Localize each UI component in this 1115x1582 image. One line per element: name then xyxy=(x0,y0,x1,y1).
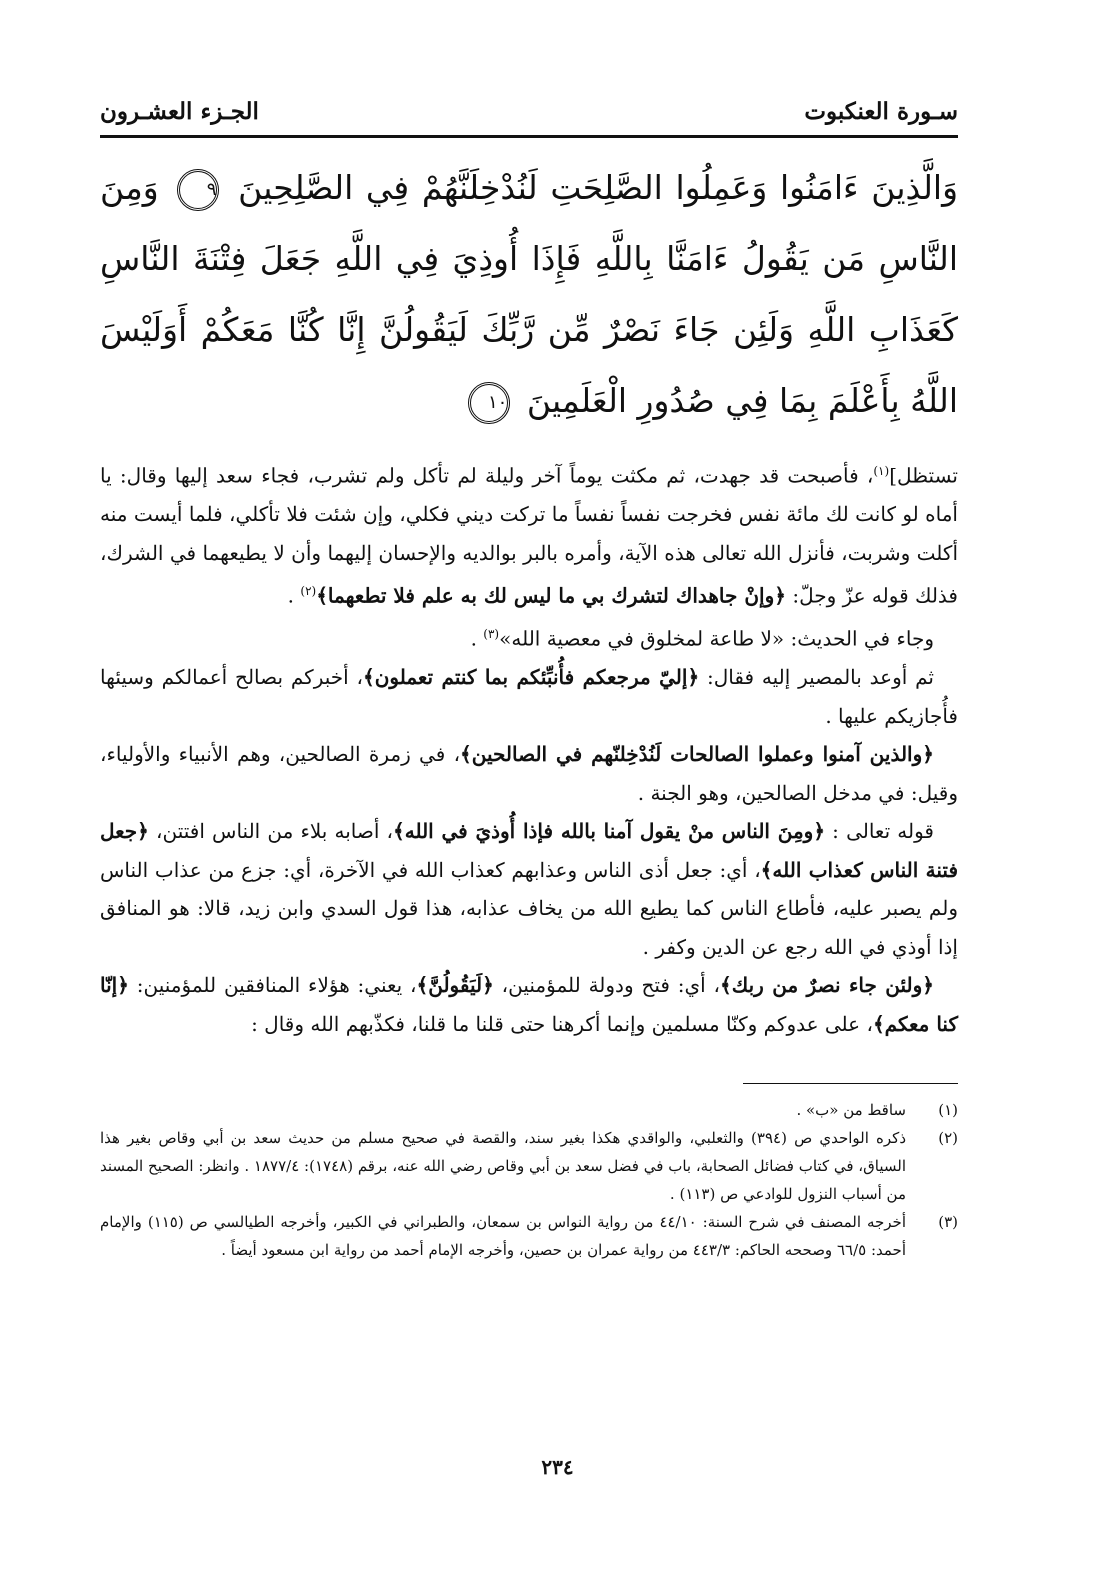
footnote xyxy=(100,1124,958,1208)
paragraph-2 xyxy=(100,615,958,658)
text: ، أي: جعل أذى الناس وعذابهم كعذاب الله في الآخرة، أي: جزع من عذاب الناس ولم يصبر عليه، فأطاع الناس كما يطيع الله من يخاف عذابه، هذا قول السدي وابن زيد، قالا: هو المنافق إذا أوذي في الله رجع عن الدين وكفر . xyxy=(100,857,958,959)
verse-10-text: وَمِنَ النَّاسِ مَن يَقُولُ ءَامَنَّا بِاللَّهِ فَإِذَا أُوذِيَ فِي اللَّهِ جَعَلَ فِتْنَةَ النَّاسِ كَعَذَابِ اللَّهِ وَلَئِن جَاءَ نَصْرٌ مِّن رَّبِّكَ لَيَقُولُنَّ إِنَّا كُنَّا مَعَكُمْ أَوَلَيْسَ اللَّهُ بِأَعْلَمَ بِمَا فِي صُدُورِ الْعَلَمِينَ xyxy=(100,168,958,420)
quote: ﴿وإنْ جاهداك لتشرك بي ما ليس لك به علم فلا تطعهما﴾ xyxy=(316,583,786,608)
surah-title: سـورة العنكبوت xyxy=(804,98,958,125)
footnote xyxy=(100,1096,958,1124)
quote: ﴿إنّا كنا معكم﴾ xyxy=(100,973,958,1036)
footnote-text: ذكره الواحدي ص (٣٩٤) والثعلبي، والواقدي هكذا بغير سند، والقصة في صحيح مسلم من حديث سعد بن أبي وقاص بغير هذا السياق، في كتاب فضائل الصحابة، باب في فضل سعد بن أبي وقاص رضي الله عنه، برقم (١٧٤٨): ١٨٧٧/٤ . وانظر: الصحيح المسند من أسباب النزول للوادعي ص (١١٣) . xyxy=(100,1129,906,1204)
paragraph-4 xyxy=(100,735,958,812)
footnotes xyxy=(100,1096,958,1264)
ayah-marker-9: ٩ xyxy=(177,169,219,211)
page-number: ٢٣٤ xyxy=(541,1455,574,1479)
quote: ﴿ولئن جاء نصرٌ من ربك﴾ xyxy=(720,973,935,998)
footnote-ref-2: (٢) xyxy=(300,584,317,599)
footnote-ref-3: (٣) xyxy=(483,627,500,642)
footnote-number: (١) xyxy=(938,1101,958,1120)
commentary xyxy=(100,452,958,1043)
footnote-text: أخرجه المصنف في شرح السنة: ٤٤/١٠ من رواية النواس بن سمعان، والطبراني في الكبير، وأخرجه الطيالسي ص (١١٥) والإمام أحمد: ٦٦/٥ وصححه الحاكم: ٤٤٣/٣ من رواية عمران بن حصين، وأخرجه الإمام أحمد من رواية ابن مسعود أيضاً . xyxy=(100,1213,906,1260)
text: ، أصابه بلاء من الناس افتتن، xyxy=(148,819,394,844)
footnote xyxy=(100,1208,958,1264)
text: وجاء في الحديث: «لا طاعة لمخلوق في معصية الله» xyxy=(499,626,934,651)
text: ثم أوعد بالمصير إليه فقال: xyxy=(699,665,934,690)
text: ، في زمرة الصالحين، وهم الأنبياء والأولياء، وقيل: في مدخل الصالحين، وهو الجنة . xyxy=(100,742,958,805)
running-header xyxy=(100,85,958,125)
text: . xyxy=(470,626,484,651)
quote: ﴿والذين آمنوا وعملوا الصالحات لَنُدْخِلنّهم في الصالحين﴾ xyxy=(460,742,934,767)
footnote-number: (٢) xyxy=(938,1129,958,1148)
paragraph-3 xyxy=(100,658,958,735)
quote: ﴿جعل فتنة الناس كعذاب الله﴾ xyxy=(100,819,958,882)
footnote-text: ساقط من «ب» . xyxy=(796,1101,906,1120)
part-title: الجـزء العشـرون xyxy=(100,98,259,125)
verse-9-text: وَالَّذِينَ ءَامَنُوا وَعَمِلُوا الصَّلِحَتِ لَنُدْخِلَنَّهُمْ فِي الصَّلِحِينَ xyxy=(238,168,959,207)
text: ، أخبركم بصالح أعمالكم وسيئها فأُجازيكم عليها . xyxy=(100,665,958,728)
quran-verses xyxy=(100,152,958,436)
quote: ﴿لَيَقُولُنَّ﴾ xyxy=(416,973,494,998)
footnote-ref-1: (١) xyxy=(873,464,890,478)
text: ، يعني: هؤلاء المنافقين للمؤمنين: xyxy=(128,973,417,998)
paragraph-5 xyxy=(100,812,958,966)
quote: ﴿ومِنَ الناس منْ يقول آمنا بالله فإذا أُوذيَ في الله﴾ xyxy=(393,819,826,844)
header-rule xyxy=(100,135,958,138)
text: . xyxy=(287,583,301,608)
text: ، على عدوكم وكنّا مسلمين وإنما أكرهنا حتى قلنا ما قلنا، فكذّبهم الله وقال : xyxy=(251,1011,873,1036)
text: ، فأصبحت قد جهدت، ثم مكثت يوماً آخر وليلة لم تأكل ولم تشرب، فجاء سعد إليها وقال: يا أماه لو كانت لك مائة نفس فخرجت نفساً نفساً ما تركت ديني فكلي، وإن شئت فلا تأكلي، فلما أيست منه أكلت وشربت، فأنزل الله تعالى هذه الآية، وأمره بالبر بوالديه والإحسان إليهما وأن لا يطيعهما في الشرك، فذلك قوله عزّ وجلّ: xyxy=(100,463,958,608)
text: ، أي: فتح ودولة للمؤمنين، xyxy=(493,973,721,998)
paragraph-6 xyxy=(100,966,958,1043)
ayah-marker-10: ١٠ xyxy=(468,382,510,424)
quote: ﴿إليّ مرجعكم فأُنبِّئكم بما كنتم تعملون﴾ xyxy=(362,665,700,690)
footnote-number: (٣) xyxy=(938,1213,958,1232)
page xyxy=(100,85,958,1264)
text: قوله تعالى : xyxy=(825,819,934,844)
text: تستظل] xyxy=(889,463,958,488)
footnote-rule xyxy=(743,1083,958,1084)
paragraph-1 xyxy=(100,452,958,615)
